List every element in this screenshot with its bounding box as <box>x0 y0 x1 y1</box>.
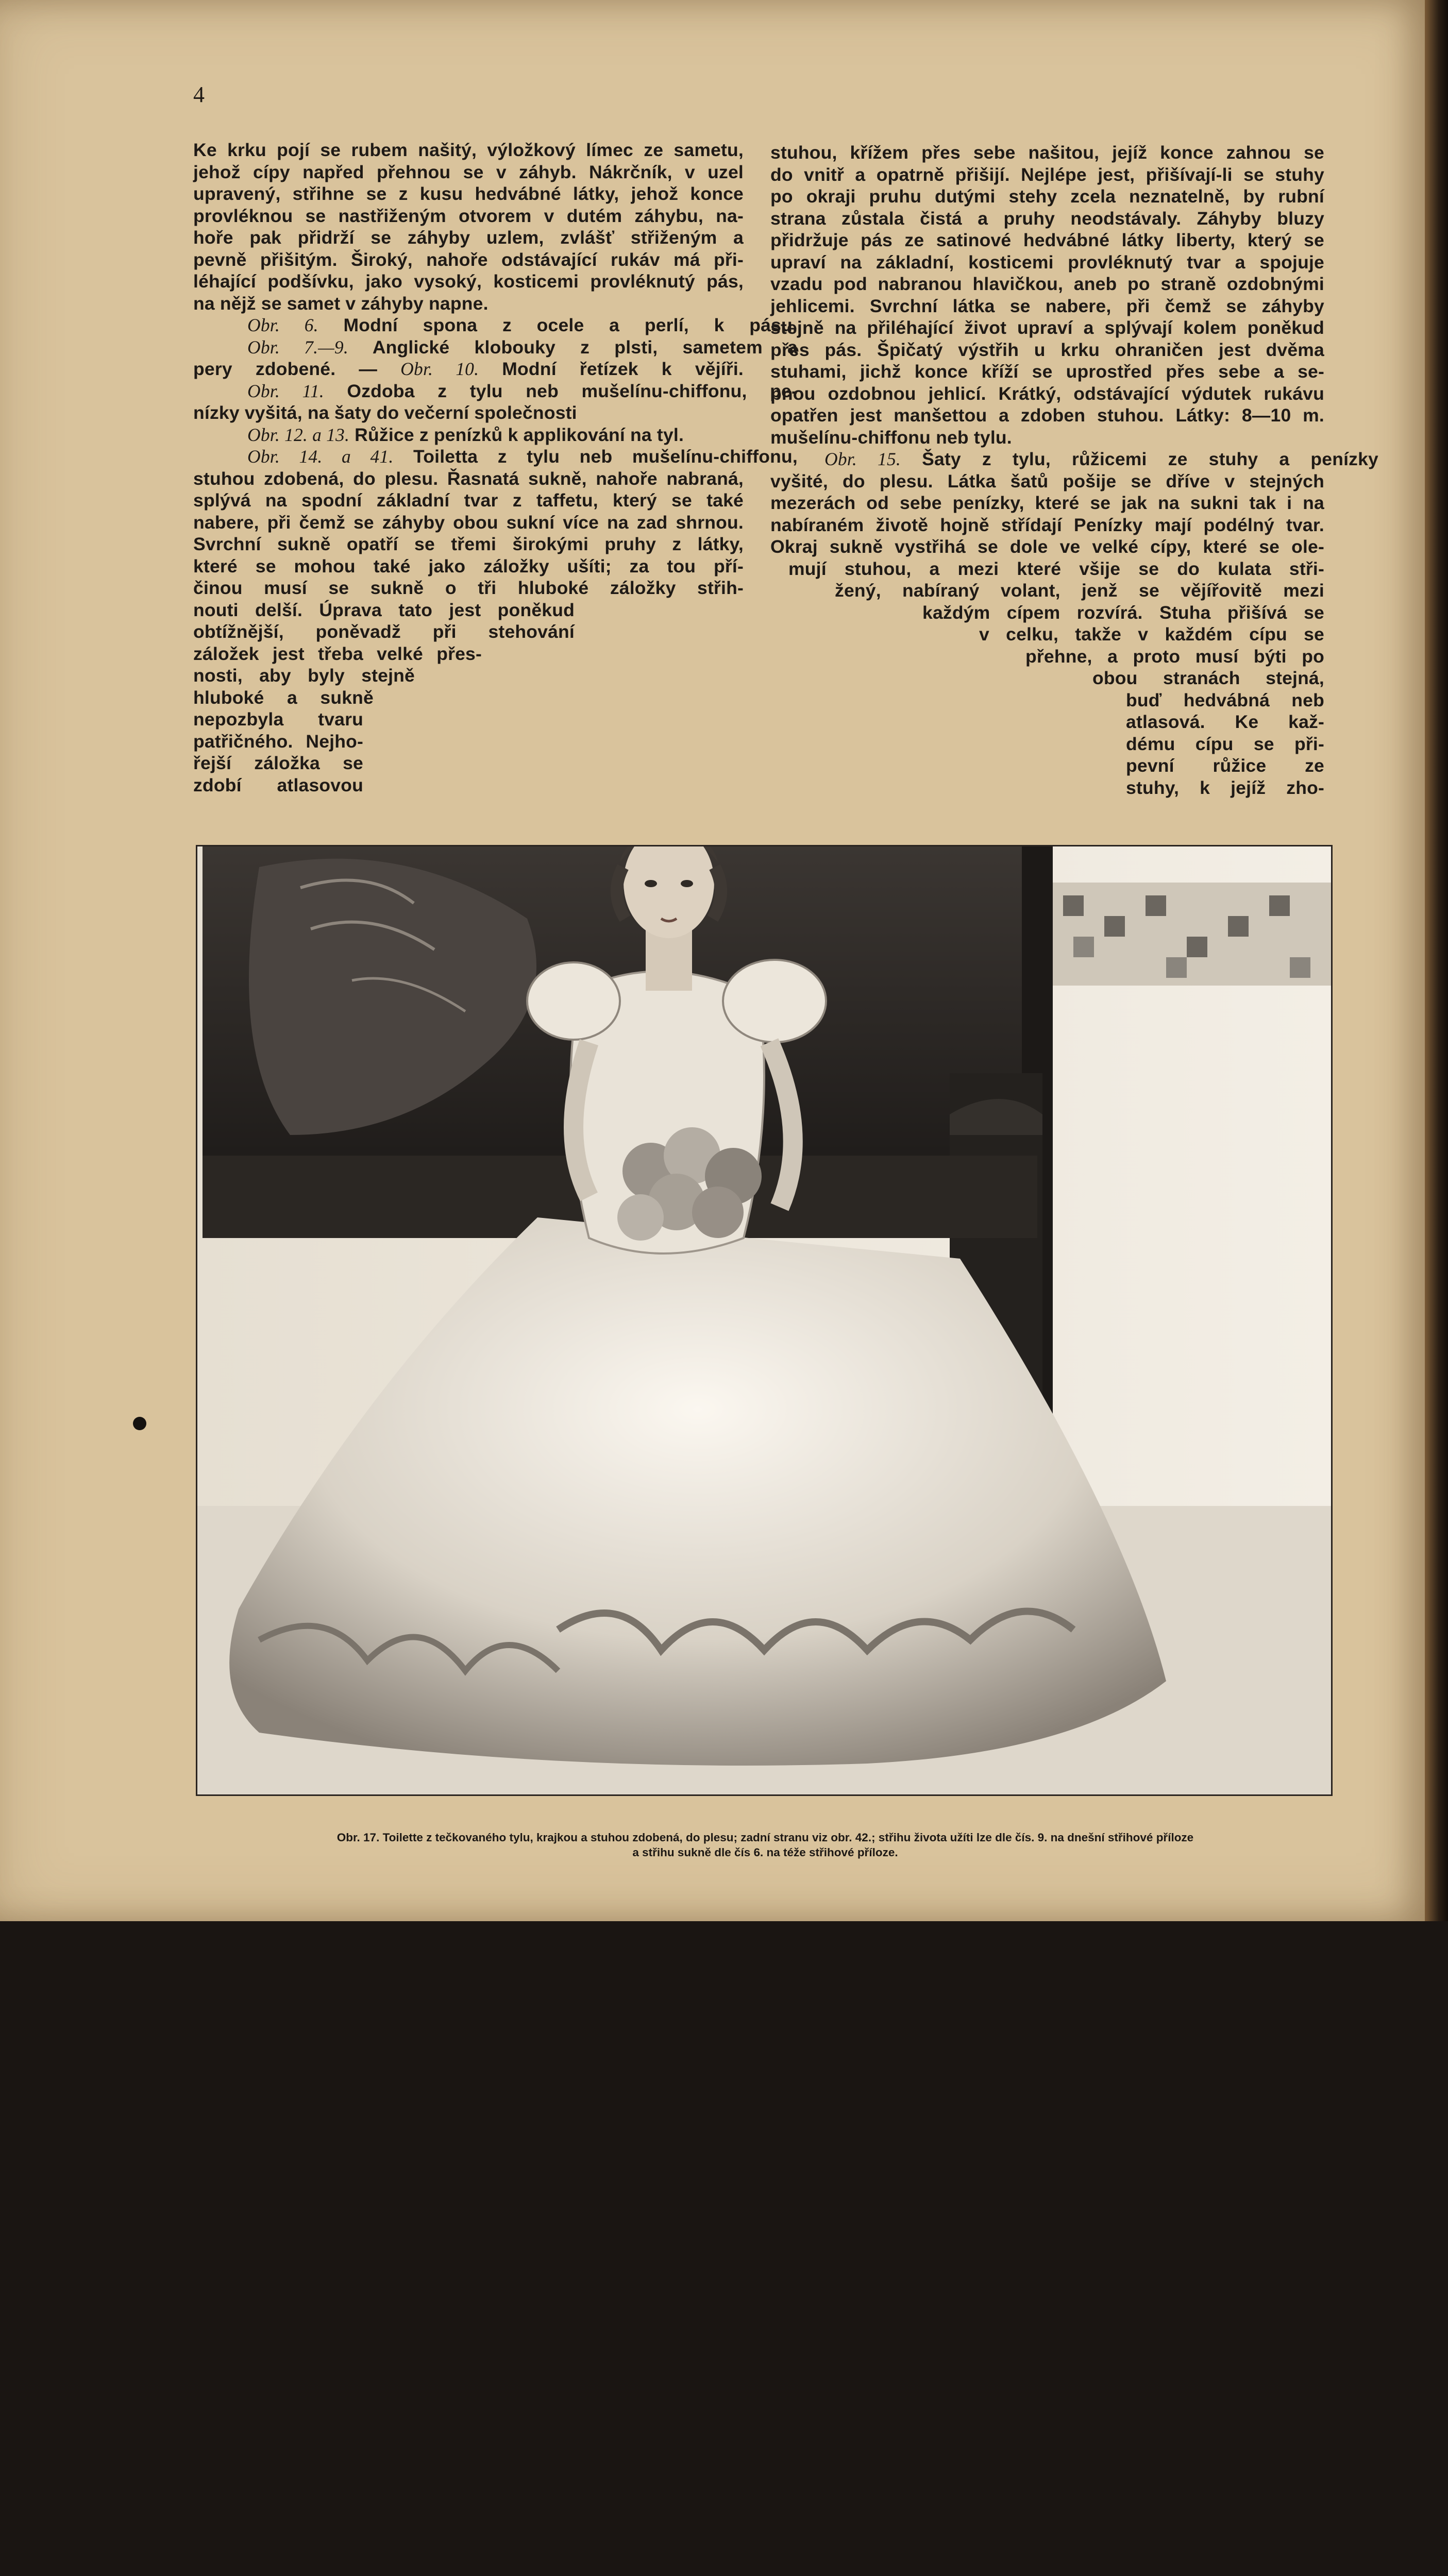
text-line <box>193 424 798 446</box>
text-line <box>193 161 744 183</box>
figure-reference: Obr. 7.—9. <box>247 336 348 358</box>
line-text: Ke krku pojí se rubem našitý, výložkový límec ze sametu, <box>193 140 744 160</box>
text-line <box>193 665 415 687</box>
line-text: hoře pak přidrží se záhyby uzlem, zvlášť střiženým a <box>193 227 744 248</box>
left-text-column <box>193 139 798 796</box>
text-line <box>193 139 744 161</box>
text-line <box>193 380 798 402</box>
line-text: léhající podšívku, jako vysoký, kosticemi provléknutý pás, <box>193 271 744 292</box>
line-text: které se mohou také jako záložky ušíti; za tou pří- <box>193 555 744 577</box>
line-text: patřičného. Nejho- <box>193 731 363 752</box>
line-text: nouti delší. Úprava tato jest poněkud <box>193 599 575 620</box>
text-line <box>193 402 744 424</box>
ball-gown-engraving <box>197 846 1331 1794</box>
line-text: každým cípem rozvírá. Stuha přišívá se <box>922 602 1324 623</box>
text-line <box>193 446 798 468</box>
line-text: pery zdobené. — <box>193 359 401 379</box>
text-line <box>1126 711 1324 733</box>
line-text: stuhami, jichž konce kříží se uprostřed přes sebe a se- <box>770 361 1324 382</box>
line-text: nepozbyla tvaru <box>193 709 363 730</box>
text-line <box>770 185 1324 208</box>
line-text: jehlicemi. Svrchní látka se nabere, při čemž se záhyby <box>770 295 1324 316</box>
text-line <box>835 580 1324 602</box>
text-line <box>193 599 575 621</box>
line-text: zdobí atlasovou <box>193 774 363 795</box>
text-line <box>770 208 1324 230</box>
line-text: hluboké a sukně <box>193 687 374 708</box>
text-line <box>1092 667 1324 689</box>
line-text: nosti, aby byly stejně <box>193 665 415 686</box>
line-text: strana zůstala čistá a pruhy neodstávaly. Záhyby bluzy <box>770 208 1324 229</box>
line-text: Růžice z penízků k applikování na tyl. <box>349 424 684 445</box>
text-line <box>770 229 1324 251</box>
text-line <box>770 142 1324 164</box>
line-text: záložek jest třeba velké přes- <box>193 643 482 664</box>
text-line <box>770 404 1324 427</box>
text-line <box>770 164 1324 186</box>
text-line <box>1126 777 1324 799</box>
line-text: Ozdoba z tylu neb mušelínu-chiffonu, pe- <box>324 380 798 401</box>
line-text: stuhy, k jejíž zho- <box>1126 777 1324 798</box>
text-line <box>193 512 744 534</box>
line-text: řejší záložka se <box>193 753 363 773</box>
line-text: činou musí se sukně o tři hluboké záložky střih- <box>193 578 744 598</box>
line-text: obtížnější, poněvadž při stehování <box>193 621 575 642</box>
text-line <box>1025 646 1324 668</box>
line-text: stuhou, křížem přes sebe našitou, jejíž konce zahnou se <box>770 142 1324 163</box>
line-text: opatřen jest manšettou a zdoben stuhou. Látky: 8—10 m. <box>770 405 1324 426</box>
line-text: pnou ozdobnou jehlicí. Krátký, odstávající výdutek rukávu <box>770 383 1324 404</box>
figure-reference: Obr. 11. <box>247 380 324 401</box>
text-line <box>770 492 1324 514</box>
text-line <box>193 270 744 293</box>
line-text: provléknou se nastřiženým otvorem v dutém záhybu, na- <box>193 205 744 226</box>
figure-reference: Obr. 12. a 13. <box>247 424 350 445</box>
line-text: mušelínu-chiffonu neb tylu. <box>770 427 1012 448</box>
text-line <box>193 293 744 315</box>
line-text: Šaty z tylu, růžicemi ze stuhy a penízky <box>901 449 1378 469</box>
line-text: pevní růžice ze <box>1126 755 1324 776</box>
line-text: stejně na přiléhající život upraví a splývají kolem poněkud <box>770 317 1324 338</box>
text-line <box>193 643 482 665</box>
line-text: Toiletta z tylu neb mušelínu-chiffonu, <box>393 446 798 467</box>
text-line <box>979 623 1324 646</box>
line-text: upraví na základní, kosticemi provléknutý tvar a spojuje <box>770 251 1324 273</box>
line-text: na nějž se samet v záhyby napne. <box>193 293 489 314</box>
line-text: stuhou zdobená, do plesu. Řasnatá sukně, nahoře nabraná, <box>193 468 744 489</box>
text-line <box>1126 733 1324 755</box>
line-text: jehož cípy napřed přehnou se v záhyb. Nákrčník, v uzel <box>193 161 744 182</box>
text-line <box>770 536 1324 558</box>
line-text: Modní řetízek k vějíři. <box>479 359 744 379</box>
text-line <box>770 317 1324 339</box>
line-text: Anglické klobouky z plsti, sametem a <box>348 336 798 358</box>
text-line <box>770 273 1324 295</box>
text-line <box>193 205 744 227</box>
ink-dot-mark <box>133 1417 146 1430</box>
line-text: vyšité, do plesu. Látka šatů pošije se dříve v stejných <box>770 470 1324 492</box>
text-line <box>193 731 363 753</box>
figure-reference: Obr. 6. <box>247 315 318 335</box>
line-text: mují stuhou, a mezi které všije se do kulata stři- <box>788 558 1324 579</box>
line-text: žený, nabíraný volant, jenž se vějířovitě mezi <box>835 580 1324 601</box>
text-line <box>193 774 363 796</box>
line-text: pevně přišitým. Široký, nahoře odstávající rukáv má při- <box>193 249 744 270</box>
page-number: 4 <box>193 82 205 107</box>
text-line <box>193 227 744 249</box>
fashion-illustration <box>196 845 1333 1796</box>
line-text: buď hedvábná neb <box>1126 689 1324 710</box>
text-line <box>193 708 363 731</box>
text-line <box>193 314 798 336</box>
text-line <box>193 336 798 359</box>
line-text: mezerách od sebe penízky, které se jak na sukni tak i na <box>770 493 1324 513</box>
line-text: Svrchní sukně opatří se třemi širokými pruhy z látky, <box>193 534 744 554</box>
line-text: po okraji pruhu dutými stehy zcela neznatelně, by rubní <box>770 186 1324 207</box>
line-text: atlasová. Ke kaž- <box>1126 711 1324 732</box>
text-line <box>193 489 744 512</box>
text-line <box>770 470 1324 493</box>
text-line <box>193 249 744 271</box>
figure-reference: Obr. 10. <box>400 359 479 379</box>
text-line <box>193 468 744 490</box>
text-line <box>193 621 575 643</box>
line-text: Okraj sukně vystřihá se dole ve velké cípy, které se ole- <box>770 536 1324 557</box>
caption-line-2: a střihu sukně dle čís 6. na téže střihové příloze. <box>632 1846 898 1859</box>
text-line <box>788 558 1324 580</box>
figure-caption <box>204 1830 1327 1860</box>
line-text: do vnitř a opatrně přišijí. Nejlépe jest, přišívají-li se stuhy <box>770 164 1324 185</box>
line-text: nabíraném životě hojně střídají Penízky mají podélný tvar. <box>770 514 1324 535</box>
text-line <box>193 687 374 709</box>
text-line <box>770 448 1378 470</box>
line-text: nízky vyšitá, na šaty do večerní společnosti <box>193 402 577 423</box>
line-text: nabere, při čemž se záhyby obou sukní více na zad shrnou. <box>193 512 744 533</box>
book-spine <box>1425 0 1448 1921</box>
line-text: upravený, střihne se z kusu hedvábné látky, jehož konce <box>193 183 744 204</box>
text-line <box>770 361 1324 383</box>
text-line <box>770 339 1324 361</box>
line-text: dému cípu se při- <box>1126 733 1324 754</box>
text-line <box>1126 755 1324 777</box>
text-line <box>770 251 1324 274</box>
text-line <box>1126 689 1324 711</box>
line-text: přehne, a proto musí býti po <box>1025 646 1324 667</box>
text-line <box>193 183 744 205</box>
text-line <box>193 555 744 578</box>
text-line <box>770 514 1324 536</box>
text-line <box>922 602 1324 624</box>
text-line <box>770 295 1324 317</box>
line-text: přidržuje pás ze satinové hedvábné látky liberty, který se <box>770 230 1324 250</box>
text-line <box>193 577 744 599</box>
line-text: Modní spona z ocele a perlí, k pásu. <box>318 315 798 335</box>
figure-reference: Obr. 15. <box>824 449 901 469</box>
text-line <box>193 358 744 380</box>
wall-border-pattern <box>1050 883 1331 986</box>
figure-reference: Obr. 14. a 41. <box>247 446 394 467</box>
line-text: v celku, takže v každém cípu se <box>979 624 1324 645</box>
line-text: splývá na spodní základní tvar z taffetu, který se také <box>193 490 744 511</box>
text-line <box>770 427 1324 449</box>
caption-line-1: Obr. 17. Toilette z tečkovaného tylu, krajkou a stuhou zdobená, do plesu; zadní stranu viz obr. 42.; střihu života užíti lze dle čís. 9. na dnešní střihové příloze <box>336 1831 1194 1844</box>
text-line <box>193 752 363 774</box>
line-text: vzadu pod nabranou hlavičkou, aneb po straně ozdobnými <box>770 274 1324 294</box>
text-line <box>193 533 744 555</box>
line-text: přes pás. Špičatý výstřih u krku ohraničen jest dvěma <box>770 339 1324 360</box>
right-text-column <box>770 142 1378 799</box>
text-line <box>770 383 1324 405</box>
line-text: obou stranách stejná, <box>1092 668 1324 688</box>
